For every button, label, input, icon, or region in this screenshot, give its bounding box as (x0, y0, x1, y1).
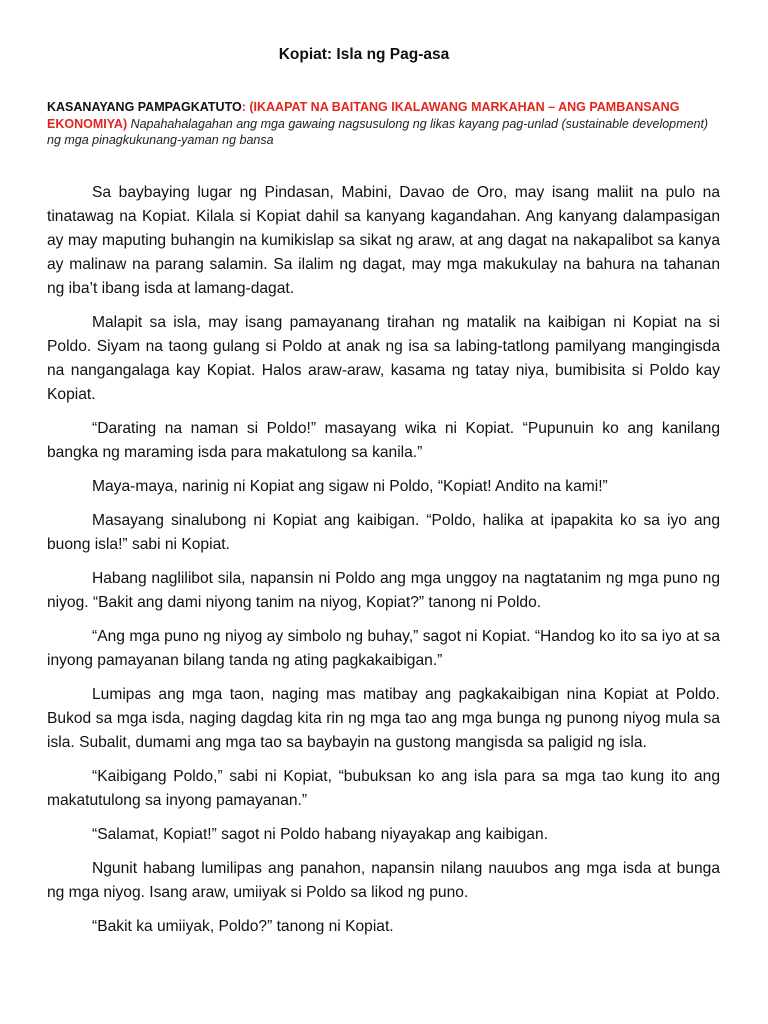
story-body (47, 181, 720, 949)
story-paragraph: “Kaibigang Poldo,” sabi ni Kopiat, “bubuksan ko ang isla para sa mga tao kung ito ang makatutulong sa inyong pamayanan.” (47, 768, 720, 809)
learning-competency (47, 99, 720, 149)
story-paragraph: Masayang sinalubong ni Kopiat ang kaibigan. “Poldo, halika at ipapakita ko sa iyo ang buong isla!” sabi ni Kopiat. (47, 512, 720, 553)
story-paragraph: Habang naglilibot sila, napansin ni Poldo ang mga unggoy na nagtatanim ng mga puno ng niyog. “Bakit ang dami niyong tanim na niyog, Kopiat?” tanong ni Poldo. (47, 570, 720, 611)
story-paragraph: “Bakit ka umiiyak, Poldo?” tanong ni Kopiat. (92, 918, 394, 935)
story-paragraph: “Salamat, Kopiat!” sagot ni Poldo habang niyayakap ang kaibigan. (92, 826, 548, 843)
competency-colon: : (241, 100, 246, 114)
story-paragraph: Ngunit habang lumilipas ang panahon, napansin nilang nauubos ang mga isda at bunga ng mga niyog. Isang araw, umiiyak si Poldo sa likod ng puno. (47, 860, 720, 901)
story-paragraph: Lumipas ang mga taon, naging mas matibay ang pagkakaibigan nina Kopiat at Poldo. Bukod sa mga isda, naging dagdag kita rin ng mga tao ang mga bunga ng punong niyog mula sa isla. Subalit, dumami ang mga tao sa baybayin na gustong mangisda sa paligid ng isla. (47, 686, 720, 751)
story-paragraph: “Ang mga puno ng niyog ay simbolo ng buhay,” sagot ni Kopiat. “Handog ko ito sa iyo at sa inyong pamayanan bilang tanda ng ating pagkakaibigan.” (47, 628, 720, 669)
document-title: Kopiat: Isla ng Pag-asa (278, 46, 450, 63)
competency-label: KASANAYANG PAMPAGKATUTO (47, 100, 242, 114)
story-paragraph: Malapit sa isla, may isang pamayanang tirahan ng matalik na kaibigan ni Kopiat na si Poldo. Siyam na taong gulang si Poldo at anak ng isa sa labing-tatlong pamilyang mangingisda na nangangalaga kay Kopiat. Halos araw-araw, kasama ng tatay niya, bumibisita si Poldo kay Kopiat. (47, 314, 720, 403)
competency-description: Napahahalagahan ang mga gawaing nagsusulong ng likas kayang pag-unlad (sustainable development) ng mga pinagkukunang-yaman ng bansa (47, 116, 709, 147)
story-paragraph: Maya-maya, narinig ni Kopiat ang sigaw ni Poldo, “Kopiat! Andito na kami!” (92, 478, 608, 495)
story-paragraph: Sa baybaying lugar ng Pindasan, Mabini, Davao de Oro, may isang maliit na pulo na tinatawag na Kopiat. Kilala si Kopiat dahil sa kanyang kagandahan. Ang kanyang dalampasigan ay may maputing buhangin na kumikislap sa sikat ng araw, at ang dagat na nakapalibot sa kanya ay malinaw na parang salamin. Sa ilalim ng dagat, may mga makukulay na bahura na tahanan ng iba’t ibang isda at lamang-dagat. (47, 184, 720, 297)
competency-quarter: (IKAAPAT NA BAITANG IKALAWANG MARKAHAN – ANG PAMBANSANG EKONOMIYA) (47, 100, 680, 131)
story-paragraph: “Darating na naman si Poldo!” masayang wika ni Kopiat. “Pupunuin ko ang kanilang bangka ng maraming isda para makatulong sa kanila.” (47, 420, 720, 461)
